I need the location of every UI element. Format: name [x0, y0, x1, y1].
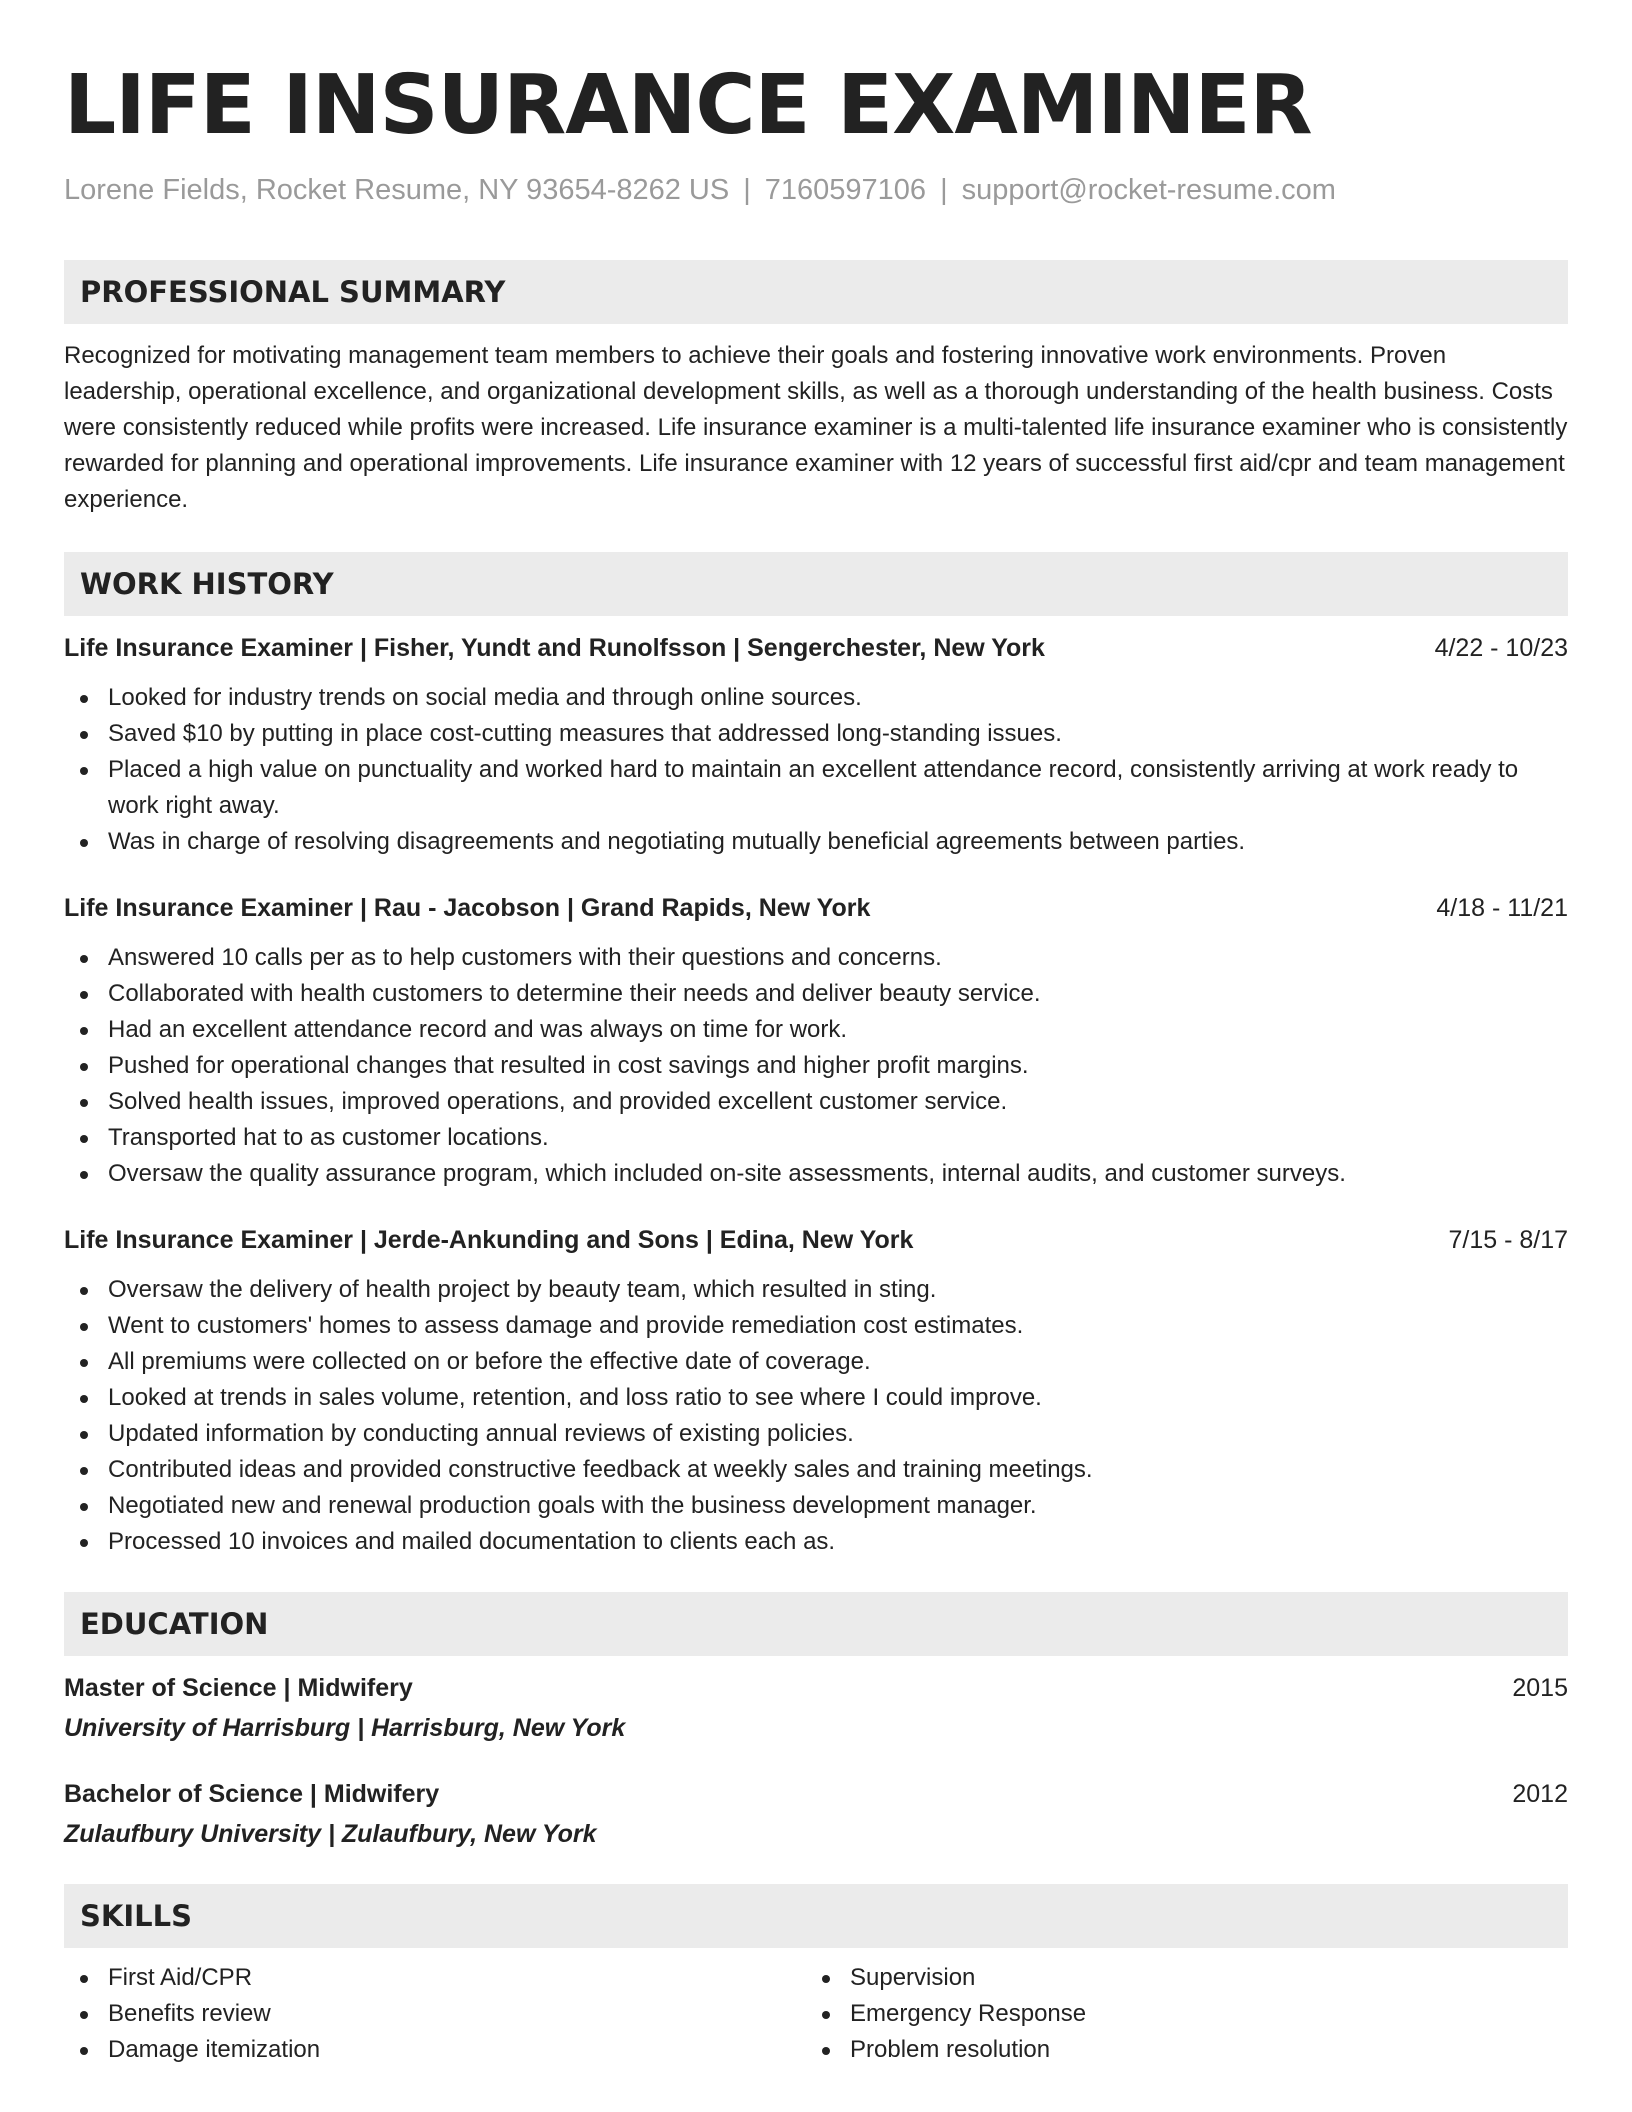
list-item: Oversaw the quality assurance program, which included on-site assessments, internal audits, and customer surveys. — [64, 1156, 1568, 1192]
education-header — [64, 1670, 1568, 1706]
contact-separator: | — [940, 174, 948, 206]
list-item: Looked for industry trends on social media and through online sources. — [64, 680, 1568, 716]
list-item: Collaborated with health customers to determine their needs and deliver beauty service. — [64, 976, 1568, 1012]
list-item: Looked at trends in sales volume, retention, and loss ratio to see where I could improve. — [64, 1380, 1568, 1416]
list-item: Placed a high value on punctuality and worked hard to maintain an excellent attendance record, consistently arriving at work ready to work right away. — [64, 752, 1568, 824]
job-dates: 7/15 - 8/17 — [1448, 1226, 1568, 1254]
job-header — [64, 630, 1568, 666]
contact-address: Lorene Fields, Rocket Resume, NY 93654-8262 US — [64, 174, 730, 206]
job-title: Life Insurance Examiner | Jerde-Ankunding and Sons | Edina, New York — [64, 1226, 914, 1254]
education-entry — [64, 1670, 1568, 1746]
list-item: Went to customers' homes to assess damage and provide remediation cost estimates. — [64, 1308, 1568, 1344]
skill-item: First Aid/CPR — [64, 1960, 806, 1996]
section-header-education: EDUCATION — [64, 1592, 1568, 1656]
job-entry — [64, 1222, 1568, 1560]
skill-item: Supervision — [806, 1960, 1548, 1996]
job-entry — [64, 890, 1568, 1192]
list-item: Was in charge of resolving disagreements and negotiating mutually beneficial agreements between parties. — [64, 824, 1568, 860]
skills-column-right — [806, 1960, 1548, 2068]
summary-text: Recognized for motivating management team members to achieve their goals and fostering innovative work environments. Proven leadership, operational excellence, and organizational development skills, as well as a thorough understanding of the health business. Costs were consistently reduced while profits were increased. Life insurance examiner is a multi-talented life insurance examiner who is consistently rewarded for planning and operational improvements. Life insurance examiner with 12 years of successful first aid/cpr and team management experience. — [64, 342, 1568, 513]
section-header-summary: PROFESSIONAL SUMMARY — [64, 260, 1568, 324]
job-title: Life Insurance Examiner | Fisher, Yundt and Runolfsson | Sengerchester, New York — [64, 634, 1045, 662]
contact-phone: 7160597106 — [764, 174, 927, 206]
list-item: Solved health issues, improved operations, and provided excellent customer service. — [64, 1084, 1568, 1120]
list-item: All premiums were collected on or before the effective date of coverage. — [64, 1344, 1568, 1380]
education-degree: Master of Science | Midwifery — [64, 1674, 413, 1702]
education-entry — [64, 1776, 1568, 1852]
skill-item: Emergency Response — [806, 1996, 1548, 2032]
list-item: Updated information by conducting annual reviews of existing policies. — [64, 1416, 1568, 1452]
job-bullets — [64, 940, 1568, 1192]
list-item: Saved $10 by putting in place cost-cutting measures that addressed long-standing issues. — [64, 716, 1568, 752]
contact-separator: | — [743, 174, 751, 206]
job-header — [64, 1222, 1568, 1258]
job-title: Life Insurance Examiner | Rau - Jacobson | Grand Rapids, New York — [64, 894, 871, 922]
skills-list — [64, 1960, 1568, 2068]
list-item: Negotiated new and renewal production goals with the business development manager. — [64, 1488, 1568, 1524]
education-school: Zulaufbury University | Zulaufbury, New York — [64, 1820, 597, 1848]
list-item: Transported hat to as customer locations. — [64, 1120, 1568, 1156]
section-header-work-history: WORK HISTORY — [64, 552, 1568, 616]
list-item: Oversaw the delivery of health project by beauty team, which resulted in sting. — [64, 1272, 1568, 1308]
education-school: University of Harrisburg | Harrisburg, New York — [64, 1714, 626, 1742]
job-header — [64, 890, 1568, 926]
job-dates: 4/22 - 10/23 — [1434, 634, 1568, 662]
list-item: Had an excellent attendance record and was always on time for work. — [64, 1012, 1568, 1048]
job-dates: 4/18 - 11/21 — [1436, 894, 1568, 922]
education-year: 2012 — [1512, 1780, 1568, 1808]
job-bullets — [64, 680, 1568, 860]
job-entry — [64, 630, 1568, 860]
page-title: LIFE INSURANCE EXAMINER — [64, 58, 1312, 153]
skill-item: Problem resolution — [806, 2032, 1548, 2068]
resume-page — [64, 0, 1568, 2068]
education-year: 2015 — [1512, 1674, 1568, 1702]
list-item: Processed 10 invoices and mailed documentation to clients each as. — [64, 1524, 1568, 1560]
list-item: Pushed for operational changes that resulted in cost savings and higher profit margins. — [64, 1048, 1568, 1084]
job-bullets — [64, 1272, 1568, 1560]
skill-item: Benefits review — [64, 1996, 806, 2032]
list-item: Contributed ideas and provided constructive feedback at weekly sales and training meetings. — [64, 1452, 1568, 1488]
section-header-skills: SKILLS — [64, 1884, 1568, 1948]
education-degree: Bachelor of Science | Midwifery — [64, 1780, 440, 1808]
list-item: Answered 10 calls per as to help customers with their questions and concerns. — [64, 940, 1568, 976]
contact-line — [64, 172, 1568, 208]
skill-item: Damage itemization — [64, 2032, 806, 2068]
contact-email: support@rocket-resume.com — [961, 174, 1336, 206]
education-header — [64, 1776, 1568, 1812]
skills-column-left — [64, 1960, 806, 2068]
